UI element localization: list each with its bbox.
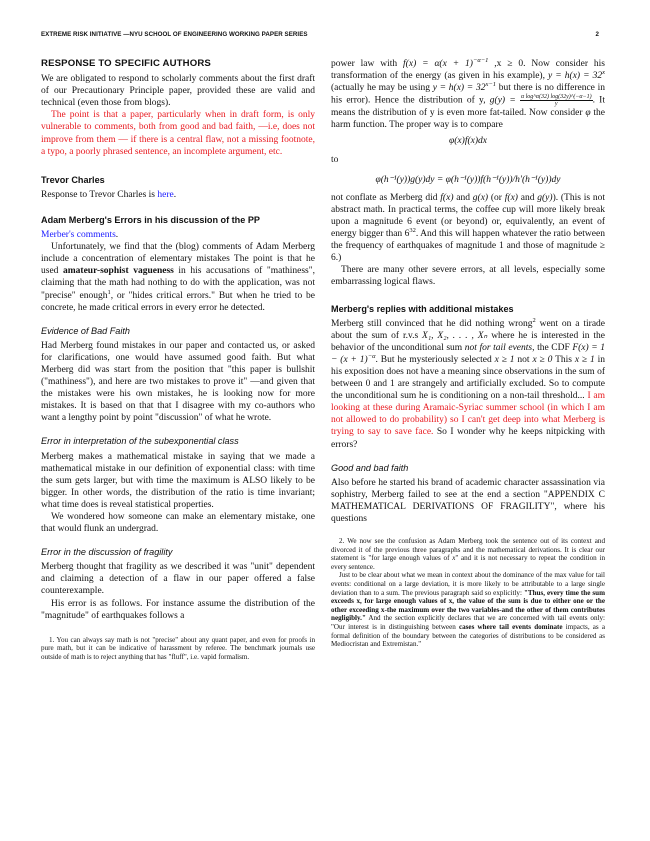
- formula: x ≥ 1: [494, 354, 515, 365]
- italic-text: not for tail events: [464, 342, 533, 353]
- text: not conflate as Merberg did: [331, 192, 441, 203]
- fragility-heading: Error in the discussion of fragility: [41, 547, 173, 558]
- section-title: RESPONSE TO SPECIFIC AUTHORS: [41, 58, 211, 69]
- text: where he is interested in the behavior of the unconditional sum: [331, 330, 605, 353]
- trevor-here-link[interactable]: here: [157, 189, 174, 200]
- text: ,x ≥ 0. Now consider his transformation of the energy (as given in his example),: [331, 59, 605, 82]
- exponent: x: [602, 68, 605, 76]
- text: Merberg still convinced that he did nothing wrong: [331, 318, 533, 329]
- text: (or: [488, 192, 505, 203]
- replies-heading: Merberg's replies with additional mistakes: [331, 303, 514, 314]
- trevor-period: .: [173, 189, 177, 200]
- text: . But he mysteriously selected: [375, 354, 495, 365]
- equation-1: φ(x)f(x)dx: [449, 136, 487, 147]
- exponent: −α: [367, 352, 376, 360]
- conflate-paragraph: [331, 192, 605, 265]
- link-period: .: [115, 230, 119, 241]
- text: but there is no difference in his error). Hence the distribution of y,: [331, 83, 605, 106]
- text: This: [552, 354, 575, 365]
- formula: f(x): [504, 192, 518, 203]
- footnote-1: 1. You can always say math is not "precise" about any quant paper, and even for proofs in pure math, but it can be indicative of harassment by referee. The benchmark journals use outside of math is to reject anything that has "fluff", i.e. vapid formalism.: [41, 635, 315, 661]
- bold-text: cases where tail events dominate: [458, 623, 563, 632]
- text: . It means the distribution of y is even more fat-tailed. Now consider: [331, 95, 605, 119]
- running-title: EXTREME RISK INITIATIVE —NYU SCHOOL OF ENGINEERING WORKING PAPER SERIES: [41, 31, 308, 38]
- power-law-paragraph: [331, 58, 605, 131]
- text: Just to be clear about what we mean in context about the dominance of the max value for tail events: conditional on a large deviation, it is more likely to be attributable to a large single deviation than to a sum. The previous paragraph said so explicitly:: [331, 571, 605, 597]
- subexp-paragraph-1: Merberg makes a mathematical mistake in saying that we made a mathematical mistake in our definition of exponential class: with time the sum gets larger, but with time the maximum is ALSO likely to be bigger. In other words, the distribution of the ratio is time invariant; what time does is reveal statistical properties.: [41, 451, 315, 510]
- text: , or "hides critical errors." But when he tried to be concrete, he made critical errors in every error he detected.: [41, 290, 315, 313]
- text: ). (This is not abstract math. In practical terms, the coffee cup will more likely break upon a magnitude 6 event (or beyond) or, equivalently, an event of energy bigger than 6: [331, 192, 606, 240]
- red-text: I am looking at these during Aramaic-Syriac summer school (in which I am not allowed to do probability) so I can't get deep into what Merberg is trying to say to save face.: [331, 391, 605, 438]
- trevor-text: Response to Trevor Charles is: [41, 189, 158, 200]
- exponent: x−1: [485, 81, 496, 89]
- left-column: [41, 58, 315, 662]
- formula-h-alt: y = h(x) = 32: [432, 83, 486, 94]
- bad-faith-heading: Evidence of Bad Faith: [41, 325, 130, 336]
- bad-faith-paragraph: Had Merberg found mistakes in our paper and contacted us, or asked for clarifications, one would have assumed good faith. But what Merberg did was start from the position that "this paper is bullshit ("mathiness"), and here are two mistakes to prove it" —and given that the mistakes were his own mistakes, he is looking now for more mistakes. It is based on that that I disagree with my co-authors who want a lengthy point by point "discussion" of what he wrote.: [41, 340, 315, 424]
- formula: x ≥ 0: [532, 354, 553, 365]
- text: Unfortunately, we find that the (blog) comments of Adam Merberg include a concentration of elementary mistakes The point is that he used: [41, 242, 315, 277]
- text: . And this will happen whatever the ratio between the frequency of earthquakes of magnitude 1 and those of magnitude ≥ 6.): [331, 229, 605, 264]
- good-bad-faith-heading: Good and bad faith: [331, 462, 409, 473]
- intro-paragraph: We are obligated to respond to scholarly comments about the first draft of our Precautionary Principle paper, provided these are valid and technical (even those from blogs).: [41, 74, 315, 109]
- formula: g(y): [537, 192, 553, 203]
- text: power law with: [331, 59, 404, 69]
- replies-paragraph: [331, 318, 605, 451]
- bold-text: amateur-sophist vagueness: [63, 266, 174, 277]
- text: in his exposition does not have a meaning since observations in the sum of between 0 and 1 are strangely and artificially excluded. So to compute the unconditional sum he is conditioning on a non-tail threshold...: [331, 354, 606, 402]
- formula: x: [452, 554, 456, 563]
- right-column: [331, 58, 605, 649]
- formula: g(x): [472, 192, 489, 203]
- formula: X₁, X₂, . . . , Xₙ: [422, 330, 488, 341]
- merberg-errors-paragraph: [41, 241, 315, 314]
- phi-symbol: φ: [585, 108, 591, 119]
- to-word: to: [331, 154, 339, 165]
- exponent: −α−1: [472, 56, 489, 64]
- merberg-errors-heading: Adam Merberg's Errors in his discussion of the PP: [41, 214, 260, 225]
- page-number: 2: [595, 31, 599, 38]
- trevor-heading: Trevor Charles: [41, 174, 105, 185]
- text: (actually he may be using: [331, 83, 433, 94]
- formula: f(x): [440, 192, 454, 203]
- text: So I wonder why he keeps nitpicking with errors?: [331, 427, 606, 450]
- equation-2: φ(h⁻¹(y))g(y)dy = φ(h⁻¹(y))f(h⁻¹(y))/h′(h⁻¹(y))dy: [375, 174, 561, 185]
- text: not: [514, 354, 533, 365]
- good-bad-faith-paragraph: Also before he started his brand of academic character assassination via sophistry, Merberg failed to see at the end a section "APPENDIX C MATHEMATICAL DERIVATIONS OF FRAGILITY", where his questions: [331, 477, 605, 524]
- text: in his accusations of "mathiness", claiming that the math had nothing to do with the application, was not "precise" enough: [41, 266, 316, 301]
- formula: x ≥ 1: [574, 354, 595, 365]
- text: And the section explicitly declares that we are concerned with tail events only: "Our interest is in distinguishing between: [331, 614, 605, 632]
- formula-g: g(y) =: [489, 95, 520, 106]
- footnote-2-part-2: [331, 571, 605, 648]
- footnote-ref-1[interactable]: 1: [107, 288, 111, 296]
- footnote-ref-2[interactable]: 2: [532, 316, 536, 324]
- fragility-paragraph-2: His error is as follows. For instance assume the distribution of the "magnitude" of earthquakes follows a: [41, 598, 315, 621]
- formula-cdf: F(x) = 1 − (x + 1): [331, 342, 605, 365]
- footnote-2-part-1: [331, 537, 605, 571]
- text: and: [453, 192, 473, 203]
- exponent: 32: [409, 226, 416, 234]
- text: the harm function. The proper way is to compare: [331, 108, 606, 131]
- fraction-numerator: α log^α(32) log(32y)^(−α−1): [520, 94, 592, 101]
- running-head: [41, 31, 599, 38]
- merberg-comments-line: [41, 229, 315, 241]
- trevor-paragraph: [41, 189, 315, 201]
- formula-h: y = h(x) = 32: [548, 71, 603, 82]
- text: 2. We now see the confusion as Adam Merberg took the sentence out of its context and divorced it of the previous three paragraphs and the mathematical derivations. It is clear our statement is "for large enough values of: [331, 537, 605, 563]
- text: impacts, as a formal definition of the boundary between the categories of distributions to be considered as Mediocristan and Extremistan.": [331, 623, 606, 649]
- fraction: [520, 94, 593, 107]
- intro-red-paragraph: The point is that a paper, particularly when in draft form, is only vulnerable to comments, both from good and bad faith, —i.e, does not improve from them — if there is a central flaw, not a missing footnote, a typo, a poorly phrased sentence, an incomplete argument, etc.: [41, 110, 315, 157]
- merberg-comments-link[interactable]: Merber's comments: [41, 230, 116, 241]
- formula-f: f(x) = α(x + 1): [403, 59, 473, 69]
- fragility-paragraph-1: Merberg thought that fragility as we described it was "unit" dependent and claiming a detection of a flaw in our paper offered a false counterexample.: [41, 562, 315, 597]
- subexp-paragraph-2: We wondered how someone can make an elementary mistake, one that would flunk an undergrad.: [41, 512, 315, 535]
- bold-quote: "Thus, every time the sum exceeds x, for large enough values of x, the value of the sum is due to either one or the other exceeding x-the maximum over the two variables-and the other of them contributes negligibly.": [331, 588, 605, 623]
- other-errors-paragraph: There are many other severe errors, at all levels, especially some embarrassing logical flaws.: [331, 265, 605, 288]
- subexp-heading: Error in interpretation of the subexponential class: [41, 436, 239, 447]
- text: , the CDF: [532, 342, 573, 353]
- text: and: [517, 192, 538, 203]
- text: " and it is not necessary to repeat the condition in every sentence.: [331, 554, 605, 571]
- text: went on a tirade about the sum of r.v.s: [331, 318, 605, 341]
- fraction-denominator: y: [554, 101, 558, 108]
